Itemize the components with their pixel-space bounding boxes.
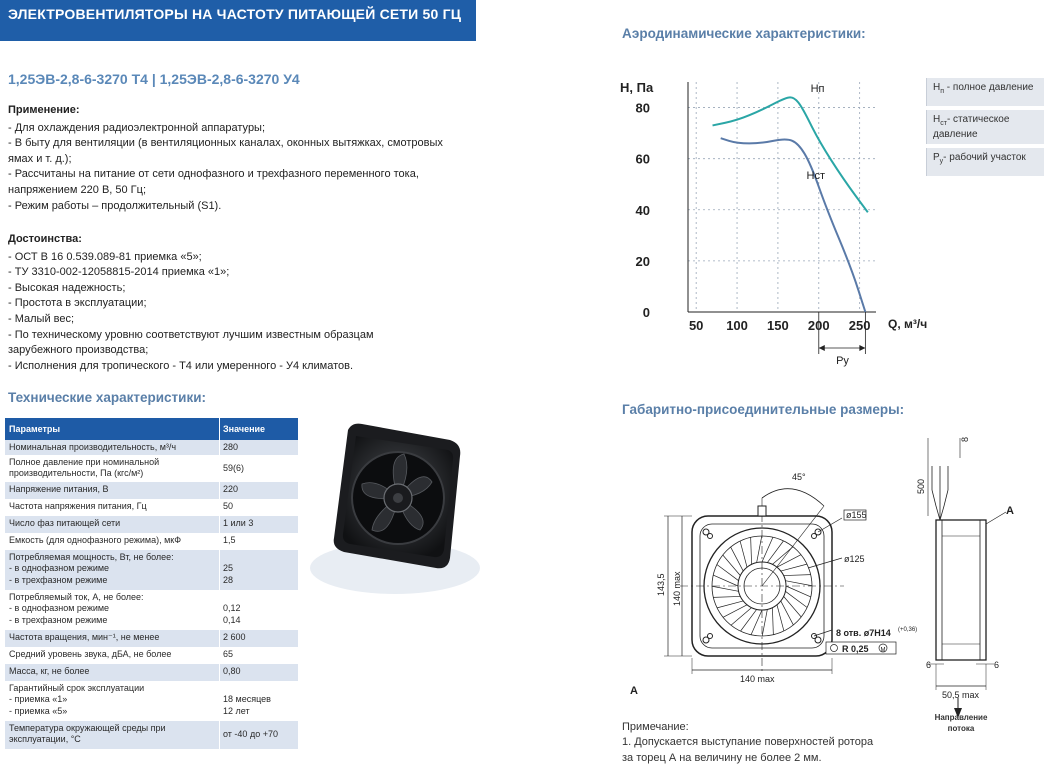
table-row [5, 440, 298, 455]
dim-l500: 500 [916, 478, 926, 494]
value-text: от -40 до +70 [223, 729, 278, 740]
rib-line [784, 596, 802, 617]
table-header-param: Параметры [5, 418, 220, 440]
table-header-row [5, 418, 298, 440]
legend-symbol: H [933, 82, 941, 93]
param-cell [5, 721, 220, 749]
dim-h140: 140 max [672, 571, 682, 606]
dim-h1435: 143,5 [656, 573, 666, 596]
flow-line: потока [947, 724, 975, 733]
tech-section-title: Технические характеристики: [8, 390, 207, 405]
value-text: 18 месяцев [223, 694, 271, 705]
advantages-line: - Высокая надежность; [8, 281, 126, 294]
series-line-0 [713, 97, 868, 212]
model-title: 1,25ЭВ-2,8-6-3270 Т4 | 1,25ЭВ-2,8-6-3270 У4 [8, 71, 300, 87]
param-cell [5, 647, 220, 664]
table-row [5, 630, 298, 647]
rib-line [751, 537, 752, 564]
legend-text: - полное давление [944, 82, 1034, 93]
param-text: Гарантийный срок эксплуатации [9, 683, 145, 693]
param-text: Потребляемая мощность, Вт, не более: [9, 552, 174, 562]
value-text: 12 лет [223, 705, 250, 716]
legend-sub: п [940, 88, 945, 95]
advantages-line: - Малый вес; [8, 312, 75, 325]
param-cell [5, 664, 220, 681]
param-text: - в трехфазном режиме [9, 574, 108, 585]
dim-d125: ø125 [844, 554, 865, 564]
y-tick-label: 60 [635, 151, 650, 167]
advantages-line: - Исполнения для тропического - Т4 или умеренного - У4 климатов. [8, 359, 354, 372]
chart-axes [620, 80, 927, 331]
param-cell [5, 630, 220, 647]
table-row [5, 533, 298, 550]
application-block [8, 103, 468, 214]
legend-sub: ст [940, 120, 947, 127]
value-cell [220, 647, 298, 664]
value-text: 28 [223, 574, 234, 585]
rib-line [781, 564, 807, 571]
table-row [5, 550, 298, 590]
param-text: Частота вращения, мин⁻¹, не менее [9, 632, 160, 642]
legend-item-py [926, 148, 1044, 176]
x-tick-label: 200 [807, 318, 830, 333]
chart-ticks [636, 101, 871, 333]
page-title: ЭЛЕКТРОВЕНТИЛЯТОРЫ НА ЧАСТОТУ ПИТАЮЩЕЙ СЕТИ 50 ГЦ [8, 6, 462, 22]
x-axis-label: Q, м³/ч [888, 317, 928, 331]
table-row [5, 664, 298, 681]
value-text: 2 600 [223, 632, 246, 642]
table-row [5, 590, 298, 630]
param-text: Число фаз питающей сети [9, 518, 121, 528]
legend-symbol: H [933, 114, 941, 125]
rib-line [777, 605, 784, 631]
legend-text: - статическое давление [933, 114, 1010, 140]
advantages-line: - По техническому уровню соответствуют лучшим известным образцам [8, 328, 374, 341]
param-text: Полное давление при номинальной [9, 457, 160, 467]
param-cell [5, 440, 220, 455]
series-label-hp: Hп [810, 83, 825, 96]
dim-m: M [880, 647, 886, 654]
table-row [5, 455, 298, 482]
aero-chart [612, 70, 932, 370]
flow-direction-label [928, 712, 994, 734]
dim-tol: (+0,36) [898, 627, 918, 633]
value-text [223, 683, 295, 694]
param-text: Масса, кг, не более [9, 666, 90, 676]
chart-grid [688, 82, 876, 312]
param-cell [5, 533, 220, 550]
chart-series [713, 97, 868, 312]
value-text: 0,80 [223, 666, 241, 676]
value-cell [220, 630, 298, 647]
value-text: 220 [223, 484, 239, 494]
dim-r025: R 0,25 [842, 644, 869, 654]
rib-line [717, 601, 743, 608]
rib-line [772, 547, 793, 565]
application-line: напряжением 220 В, 50 Гц; [8, 183, 146, 196]
y-tick-label: 40 [635, 202, 650, 218]
value-cell [220, 590, 298, 630]
param-text: Частота напряжения питания, Гц [9, 501, 147, 511]
param-text: - в однофазном режиме [9, 563, 110, 574]
dim-l8: 8 [960, 436, 970, 442]
dim-w140: 140 max [740, 674, 775, 684]
y-tick-label: 20 [635, 253, 650, 269]
y-tick-label: 80 [635, 100, 650, 116]
rib-line [781, 601, 794, 625]
value-cell [220, 664, 298, 681]
param-text: - в однофазном режиме [9, 603, 110, 614]
value-cell [220, 499, 298, 516]
advantages-block [8, 232, 468, 374]
dim-s6a: 6 [926, 660, 932, 670]
table-row [5, 482, 298, 499]
param-text: производительности, Па (кгс/м²) [9, 468, 144, 479]
rib-line [731, 547, 744, 571]
value-cell [220, 533, 298, 550]
param-cell [5, 550, 220, 590]
rib-line [762, 609, 767, 636]
y-axis-label: H, Па [620, 80, 654, 95]
dims-section-title: Габаритно-присоединительные размеры: [622, 402, 905, 417]
value-cell [220, 721, 298, 749]
series-label-hst: Hст [806, 170, 826, 183]
dim-angle: 45° [792, 472, 806, 482]
param-cell [5, 681, 220, 721]
x-tick-label: 100 [726, 318, 748, 333]
note-line: Примечание: [622, 721, 689, 733]
dim-holes: 8 отв. ø7H14 [836, 628, 891, 638]
param-text: Средний уровень звука, дБА, не более [9, 649, 172, 659]
rib-line [762, 537, 773, 562]
value-text: 65 [223, 649, 234, 659]
rib-line [751, 610, 762, 635]
param-text: Температура окружающей среды при [9, 723, 166, 733]
value-text: 1 или 3 [223, 518, 254, 528]
rib-line [723, 605, 747, 618]
rib-line [712, 586, 739, 591]
advantages-line: - ТУ 3310-002-12058815-2014 приемка «1»; [8, 266, 230, 279]
rib-line [713, 575, 738, 586]
x-tick-label: 150 [767, 318, 789, 333]
series-line-1 [721, 138, 866, 312]
value-cell [220, 455, 298, 482]
param-text: - в трехфазном режиме [9, 614, 108, 625]
x-tick-label: 50 [688, 318, 704, 333]
param-text: - приемка «1» [9, 694, 68, 705]
dim-w505: 50,5 max [942, 690, 980, 700]
application-title: Применение: [8, 104, 80, 116]
rib-line [723, 555, 741, 576]
rib-line [784, 575, 811, 576]
rib-line [786, 586, 811, 597]
dim-a-label: А [1006, 505, 1014, 517]
application-line: - Режим работы – продолжительный (S1). [8, 199, 222, 212]
dim-a: А [630, 685, 638, 697]
dim-s6b: 6 [994, 660, 1000, 670]
table-row [5, 516, 298, 533]
value-cell [220, 550, 298, 590]
y-tick-label: 0 [642, 305, 650, 320]
value-text: 59(6) [223, 462, 245, 473]
advantages-line: зарубежного производства; [8, 344, 149, 357]
param-cell [5, 516, 220, 533]
param-text: - приемка «5» [9, 705, 68, 716]
param-text: Напряжение питания, В [9, 484, 109, 494]
rib-line [785, 581, 812, 586]
table-row [5, 499, 298, 516]
value-cell [220, 482, 298, 499]
value-text: 1,5 [223, 535, 236, 545]
legend-symbol: P [933, 152, 940, 163]
range-arrow-icon [819, 345, 825, 351]
note-block [622, 720, 873, 766]
dimension-drawing [610, 428, 1044, 718]
fan-product-image [300, 418, 480, 598]
param-cell [5, 482, 220, 499]
legend-item-hst [926, 110, 1044, 144]
tech-table [5, 418, 298, 749]
table-row [5, 721, 298, 749]
note-line: за торец А на величину не более 2 мм. [622, 751, 822, 764]
value-text: 280 [223, 442, 239, 452]
table-row [5, 681, 298, 721]
legend-sub: у [939, 158, 944, 165]
advantages-line: - Простота в эксплуатации; [8, 297, 147, 310]
rib-line [777, 555, 801, 568]
header-bar [0, 0, 476, 41]
advantages-title: Достоинства: [8, 233, 82, 245]
value-text: 50 [223, 501, 234, 511]
value-text: 0,12 [223, 603, 241, 614]
legend-item-hp [926, 78, 1044, 106]
advantages-line: - ОСТ В 16 0.539.089-81 приемка «5»; [8, 250, 202, 263]
value-cell [220, 440, 298, 455]
param-cell [5, 590, 220, 630]
param-text: Потребляемый ток, А, не более: [9, 592, 144, 602]
param-text: Номинальная производительность, м³/ч [9, 442, 177, 452]
table-header-value: Значение [223, 424, 266, 434]
value-text: 0,14 [223, 614, 241, 625]
aero-section-title: Аэродинамические характеристики: [622, 26, 866, 41]
application-line: - В быту для вентиляции (в вентиляционных каналах, оконных вытяжках, смотровых [8, 137, 443, 150]
table-row [5, 647, 298, 664]
param-cell [5, 455, 220, 482]
x-tick-label: 250 [848, 318, 871, 333]
param-text: Емкость (для однофазного режима), мкФ [9, 535, 182, 545]
value-text: 25 [223, 563, 234, 574]
rib-line [772, 608, 773, 635]
legend-text: - рабочий участок [943, 152, 1026, 163]
param-text: эксплуатации, °С [9, 734, 81, 745]
rib-line [740, 541, 747, 567]
flow-line: Направление [934, 713, 988, 722]
rib-line [731, 608, 752, 626]
application-line: ямах и т. д.); [8, 152, 72, 165]
application-line: - Для охлаждения радиоэлектронной аппаратуры; [8, 121, 266, 134]
note-line: 1. Допускается выступание поверхностей ротора [622, 736, 874, 749]
value-cell [220, 681, 298, 721]
range-label: Pу [836, 355, 849, 367]
value-text [223, 552, 295, 563]
application-line: - Рассчитаны на питание от сети однофазного и трехфазного переменного тока, [8, 168, 419, 181]
rib-line [757, 536, 762, 563]
value-text [223, 592, 295, 603]
value-cell [220, 516, 298, 533]
dim-d155: ø155 [846, 510, 867, 520]
range-arrow-icon [859, 345, 865, 351]
param-cell [5, 499, 220, 516]
rib-line [713, 596, 740, 597]
